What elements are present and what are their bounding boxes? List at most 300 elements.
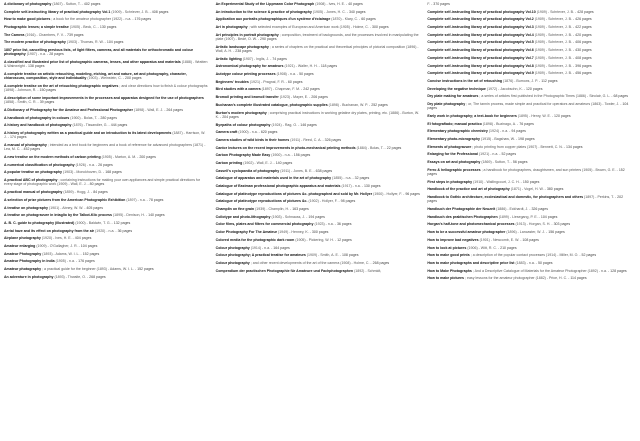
book-meta: (1921) - n.a. - [479,152,501,157]
book-entry [216,10,421,14]
book-meta: ; comprising practical instructions in working gelatine dry plates, printing, etc. (1886) - Burton, W. K. - [215,110,419,119]
book-meta: (1909) - Schriever, J. B. - [534,40,575,45]
book-meta: (1907) - Inglis, J. - [242,56,272,61]
book-page-count: 68 pages [613,94,629,99]
book-meta: (1939) - Champlin, H. - [255,207,292,212]
book-entry [427,276,632,280]
book-page-count: 456 pages [575,71,592,76]
book-page-count: 204 pages [222,114,239,119]
book-title-link[interactable]: Byepaths of colour photography [215,122,271,127]
book-meta: (1903) - Monckhoven, D. - [63,170,105,175]
book-meta: (1883) - n.a. - [515,260,537,265]
book-title-link[interactable]: Art principles in portrait photography [215,32,279,37]
book-entry [4,96,209,105]
book-title-link[interactable]: Artistic lighting [215,56,242,61]
book-page-count: 140 pages [148,213,165,218]
book-entry [427,160,632,164]
book-meta: (1888) - Wratten & Wainwright - [4,60,208,69]
book-entry [216,207,421,211]
book-entry [427,122,632,126]
book-entry [427,17,632,21]
book-meta: (1902) - Wall, E. J. - [243,160,275,165]
book-page-count: 444 pages [110,123,128,128]
book-entry [216,33,421,42]
book-meta: ; with selected examples of European and American work (1905) - Holme, C. - [248,25,372,30]
book-meta: (1905) - Beck, C. - [69,25,99,30]
book-title-link[interactable]: Elementary photographic chemistry [427,129,488,134]
book-meta: (1901) - Abney, W. W. - [49,205,86,210]
book-page-count: 40 pages [348,2,363,6]
book-page-count: 300 pages [372,25,389,30]
book-title-link[interactable]: Application aux portraits photographiques d'un système d'éclairage [215,17,331,22]
book-entry [216,17,421,21]
book-title-link[interactable]: Colour photography [215,245,250,250]
book-entry [4,33,209,37]
book-page-count: 120 pages [554,113,571,118]
book-entry [427,25,632,29]
book-title-link[interactable]: Cassell's cyclopaedia of photography [215,168,280,173]
book-entry [4,48,209,57]
book-entry [427,87,632,91]
book-meta: (1905) - n.a. - [55,259,78,264]
book-title-link[interactable]: How to make pictures [427,276,465,281]
book-page-count: 104 pages [80,243,98,248]
book-meta: F. - [427,2,433,6]
book-entry [4,143,209,152]
book-meta: (1876) - Tissandier, G. - [72,123,110,128]
book-page-count: 130 pages [363,184,381,189]
book-page-count: 452 pages [23,147,41,152]
book-entry [427,129,632,133]
book-title-link[interactable]: Carbon Photography Made Easy [215,153,271,158]
book-entry [216,176,421,180]
book-entry [427,152,632,156]
book-title-link[interactable]: Complete self-instructing library of practical photography Vol.7 [427,55,534,60]
book-title-link[interactable]: A. B. C. guide to photography (illustrated) [4,220,75,225]
book-title-link[interactable]: Cantor lectures on the recent improvements in photo-mechanical printing methods [215,145,356,150]
book-title-link[interactable]: A complete treatise on the art of retouching photographic negatives [4,84,119,89]
book-title-link[interactable]: Airplane photography [4,236,41,241]
book-entry [427,246,632,250]
book-page-count: 380 pages [546,187,564,192]
book-title-link[interactable]: Camera craft [215,130,238,135]
book-meta: (1896) - Lancaster, W. J. - [506,230,548,235]
book-meta: ; a handbook for photographers, draughtsmen, and sun printers (1905) - Brown, G. E. - [481,167,618,172]
book-title-link[interactable]: Handbook of the practice and art of photography [427,187,510,192]
book-meta: ; containing instructions for making your own appliances and simple practical directions for every stage of photographic work (1909) - Wall, E. J. - [4,178,201,187]
book-title-link[interactable]: A complete treatise on artistic retouching, modeling, etching, art and nature, art and photography, character, chiaroscuro, composition, style and individuality [4,72,187,81]
book-entry [4,221,209,225]
book-entry [216,215,421,219]
book-title-link[interactable]: Elements of photogravure [427,144,472,149]
book-page-count: 174 pages [9,135,27,140]
book-entry [216,146,421,150]
book-title-link[interactable]: Handbook to Gothic architecture, ecclesiastical and domestic, for photographers and others [427,195,584,200]
book-entry [4,236,209,240]
book-entry [216,64,421,68]
book-title-link[interactable]: How to improve bad negatives [427,237,479,242]
book-meta: (1900) - Bolas, T. - [70,115,100,120]
book-entry [4,190,209,194]
book-title-link[interactable]: How to make good prints [427,253,470,258]
book-title-link[interactable]: Early work in photography; a text-book for beginners [427,113,517,118]
book-meta: (1920) - Ives, H. E. - [41,236,74,241]
book-title-link[interactable]: Complete self-instructing library of practical photography Vol.2 [427,17,534,22]
book-title-link[interactable]: How to make photographs and descriptive price list [427,260,515,265]
book-title-link[interactable]: A dictionary of photography [4,2,52,6]
book-title-link[interactable]: Compendium der practischen Photographie für Amateure und Fachphotographen [215,268,354,273]
book-title-link[interactable]: A description of some important improvements in the processes and apparatus designed for the use of photographers [4,96,204,101]
book-meta: (1897) - n.a. - [126,197,148,202]
book-page-count: 112 pages [541,78,558,83]
book-title-link[interactable]: A popular treatise on photography [4,170,63,175]
book-entry [4,25,209,29]
book-page-count: 138 pages [27,64,45,69]
book-entry [216,269,421,273]
book-entry [216,2,421,6]
book-page-count: 426 pages [575,17,592,22]
book-meta: (1905) - Jones, H. C. - [312,9,348,14]
book-title-link[interactable]: Enlarging for the Professional [427,152,478,157]
book-entry [427,114,632,118]
book-page-count: 152 pages [137,267,154,271]
book-page-count: 50 pages [299,72,314,77]
book-meta: (1905) - Pickering, W. H. - [295,237,337,242]
book-title-link[interactable]: How to make good pictures [4,17,51,22]
book-title-link[interactable]: First steps in photography [427,179,473,184]
book-title-link[interactable]: Complete self-instructing library of practical photography Vol.1 [4,9,111,14]
book-entry [216,80,421,84]
book-entry [427,137,632,141]
book-page-count: 152 pages [427,167,625,177]
book-meta: (1886) - Eckhardt, J. - [496,207,531,212]
book-title-link[interactable]: Elementary photo-micrography [427,136,480,141]
book-title-link[interactable]: Ferro & heliographic processes [427,167,481,172]
book-title-link[interactable]: Astronomical photography for amateurs [215,64,284,69]
book-meta: (1898) - Buchanan, W. P. - [328,102,371,107]
book-title-link[interactable]: Bird studies with a camera [215,87,261,92]
book-title-link[interactable]: Colour photography; A practical treatise for amateurs [215,253,306,258]
book-page-count: 52 pages [581,253,597,258]
book-meta: (1876) - Burrows, J. P. - [503,78,541,83]
book-page-count: 620 pages [260,130,278,135]
book-meta: (1909) - Schriever, J. B. - [534,25,575,30]
book-page-count: 74 pages [272,56,287,61]
book-page-count: 340 pages [348,9,366,14]
book-title-link[interactable]: Carbon printing [215,160,243,165]
book-meta: ; a practical guide for the beginner (1893) - Adams, W. I. L. - [42,267,137,271]
book-title-link[interactable]: Handbuch der Photographie der Neuzeit [427,207,496,212]
book-page-count: 12 pages [337,237,352,242]
book-page-count: 96 pages [405,191,420,196]
book-title-link[interactable]: Catalogue of apparatus and materials used in the art of photography [215,176,332,181]
book-title-link[interactable]: A new treatise on the modern methods of carbon printing [4,155,101,160]
book-entry [4,170,209,174]
book-entry [427,40,632,44]
book-entry [4,244,209,248]
book-title-link[interactable]: Camera studies of wild birds in their homes [215,137,290,142]
book-meta: (1949) - Henney, K. - [278,230,311,235]
book-meta: ; And a Descriptive Catalogue of Materials for the Amateur Photographer (1892) - n.a. - [472,268,610,273]
book-meta: (1917) - n.a. - [341,184,363,189]
book-title-link[interactable]: How to look at pictures [427,245,467,250]
book-title-link[interactable]: A treatise on photography [4,205,49,210]
book-title-link[interactable]: Autotype colour printing processes [215,72,276,77]
book-title-link[interactable]: Complete self-instructing library of practical photography Vol.10 [427,9,536,14]
book-entry [216,246,421,250]
book-title-link[interactable]: An introduction to the science & practice of photography [215,9,312,14]
book-page-count: 152 pages [82,251,100,256]
book-entry [427,56,632,60]
book-title-link[interactable]: The Camera [4,32,25,37]
book-page-count: 264 pages [166,108,183,113]
book-entry [4,108,209,112]
book-entry [4,123,209,127]
book-meta: (1909) - Schriever, J. B. - [534,48,575,53]
book-title-link[interactable]: Horgan's half-tone and photomechanical processes [427,222,515,227]
book-entry [427,261,632,265]
book-page-count: 422 pages [575,25,592,30]
book-title-link[interactable]: Dry plate making for amateurs [427,94,479,99]
book-title-link[interactable]: El fotografiado; manual practico [427,121,482,126]
book-page-count: 60 pages [287,79,303,84]
book-entry [4,163,209,167]
book-entry [4,259,209,263]
book-entry [216,123,421,127]
book-meta: (1900) - Hollyer, F. - [373,191,405,196]
book-entry [216,72,421,76]
book-title-link[interactable]: An adventure in photography [4,274,54,279]
book-title-link[interactable]: A handbook of photography in colours [4,115,70,120]
book-meta: (1901) - Newcomb, E. W. - [479,237,522,242]
book-title-link[interactable]: Colored media for the photographic dark room [215,237,295,242]
book-meta: (1897) - Perkins, T. - [584,195,617,200]
book-title-link[interactable]: Burton's modern photography [215,110,267,115]
book-title-link[interactable]: Complete self-instructing library of practical photography Vol.6 [427,48,534,53]
book-title-link[interactable]: The modern practice of photography [4,40,66,45]
book-page-count: 52 pages [501,152,517,157]
book-entry [216,184,421,188]
book-meta: (1915) - Bagshaw, W. - [480,136,518,141]
book-title-link[interactable]: Photographic lenses; a simple treatise [4,25,69,30]
book-page-count: 300 pages [311,230,329,235]
book-title-link[interactable]: A Dictionary of Photography for the Amateur and Professional Photographer [4,108,134,113]
book-page-count: 76 pages [519,121,534,126]
book-title-link[interactable]: Color films, plates and filters for commercial photography [215,222,314,227]
book-entry [216,87,421,91]
book-title-link[interactable]: Bromoil printing and bromoil transfer [215,95,279,100]
book-meta: (1893) - Adams, W. I. L. - [42,251,82,256]
book-meta: (1916) - Chambers, F. V. - [25,32,66,37]
book-meta: (1898) - Buzinago, A. - [482,121,519,126]
book-meta: (1914) - n.a. - [250,245,273,250]
book-page-count: 130 pages [99,25,117,30]
book-meta: (1869) - Sutton, T. - [481,160,512,165]
book-meta: (1908) - Ives, H. E. - [315,2,348,6]
book-title-link[interactable]: Beginners' troubles [215,79,249,84]
book-page-count: 36 pages [117,228,133,233]
book-entry [216,192,421,196]
book-title-link[interactable]: Handbuch des praktischen Photographen [427,214,498,219]
book-meta: (1871) - Vogel, H. W. - [510,187,546,192]
book-page-count: 176 pages [78,259,95,264]
book-title-link[interactable]: Art in photography [215,25,248,30]
book-entry [427,215,632,219]
book-entry [216,261,421,265]
book-meta: (1923) - Mayer, E. - [279,95,311,100]
book-title-link[interactable]: Developing the negative technique [427,86,486,91]
book-meta: ; or, The tannin process, made simple and practical for operators and amateurs (1863) - Towler, J. - [466,101,622,106]
book-title-link[interactable]: Collotype and photo-lithography [215,214,271,219]
book-entry [427,79,632,83]
book-page-count: 252 pages [371,102,388,107]
book-entry [4,17,209,21]
book-meta: (1926) - n.a. - [75,162,98,167]
book-page-count: 94 pages [511,129,526,134]
book-page-count: 50 pages [537,260,553,265]
book-title-link[interactable]: Catalogue of platinotype reproductions of pictures &c. photographed and sold by Mr. Hollyer [215,191,373,196]
book-title-link[interactable]: A manual of photography [4,143,47,148]
book-entry [427,2,632,6]
book-title-link[interactable]: A practical manual of photography [4,190,63,195]
book-entry [4,213,209,217]
book-page-count: 140 pages [275,160,293,165]
book-page-count: 408 pages [575,55,592,60]
column-3 [425,2,637,441]
book-title-link[interactable]: A history and handbook of photography [4,123,72,128]
book-meta: (1906) - Witt, R. C. - [467,245,500,250]
book-entry [4,60,209,69]
book-title-link[interactable]: 1807 price list, cancelling previous lists, of light filters, cameras, and all materials for orthochromatic and colour photography [4,48,194,57]
book-meta: ; and other recent developments of the art of the camera (1908) - Holme, C. - [250,260,372,265]
book-title-link[interactable]: Complete self-instructing library of practical photography Vol.4 [427,32,534,37]
book-meta: ; a series of chapters on the practical and theoretical principles of pictorial composition (1896) - Wall, A. H. - [215,44,419,54]
book-page-count: 280 pages [100,115,117,120]
book-entry [4,131,209,140]
book-page-count: 104 pages [427,101,629,111]
book-title-link[interactable]: Complete self-instructing library of practical photography Vol.9 [427,71,534,76]
book-title-link[interactable]: Catalogue of Eastman professional photographic apparatus and materials [215,184,341,189]
book-page-count: 242 pages [303,87,320,92]
book-entry [427,238,632,242]
book-title-link[interactable]: Color Photography For The Amateur [215,230,278,235]
book-title-link[interactable]: Champlin on fine grain [215,207,255,212]
book-entry [427,48,632,52]
book-meta: (1884) - Bolas, T. - [356,145,386,150]
book-title-link[interactable]: Catalogue of platinotype reproductions of pictures &c. [215,199,308,204]
book-title-link[interactable]: Essays on art and photography [427,160,481,165]
book-meta: (1900) - Baldwin, T. G. - [75,220,113,225]
book-page-count: 202 pages [427,195,624,204]
book-page-count: 36 pages [336,222,352,227]
book-page-count: 118 pages [320,64,338,69]
book-title-link[interactable]: A practical ABC of photography [4,178,58,183]
book-meta: (1913) - Horgan, S. H. - [515,222,553,227]
book-page-count: 176 pages [134,17,152,22]
book-page-count: 370 pages [433,2,450,6]
book-entry [427,64,632,68]
book-title-link[interactable]: Amateur enlarging [4,243,36,248]
book-meta: (1924) - n.a. - [488,129,511,134]
book-page-count: 396 pages [575,63,592,68]
book-title-link[interactable]: A classified and illustrated price list of photographic cameras, lenses, and other apparatus and materials [4,60,181,65]
book-meta: (1923) - n.a. - [314,222,336,227]
book-entry [427,253,632,257]
book-entry [216,230,421,234]
book-meta: ; and clear directions how to finish & colour photographs (1898) - Johnson, R. - [4,84,208,93]
book-page-count: 104 pages [106,40,124,45]
book-title-link[interactable]: How to Make Photographs [427,268,472,273]
book-title-link[interactable]: Buchanan's complete illustrated catalogue, photographic supplies [215,102,328,107]
book-meta: (1895) - Henry, W. E. - [517,113,554,118]
book-meta: (1855) - n.a. - [332,176,354,181]
book-meta: (1909) - Schriever, J. B. - [534,17,575,22]
book-page-count: 268 pages [89,274,106,279]
book-page-count: 146 pages [300,122,317,127]
book-meta: (1972) - Jacobsohn, K. - [486,86,525,91]
book-meta: (1902) - Hollyer, F. - [308,199,340,204]
book-entry [216,95,421,99]
column-1 [4,2,214,441]
book-meta: (1920) - n.a. - [95,228,117,233]
book-entry [427,33,632,37]
book-page-count: 210 pages [500,245,517,250]
book-page-count: 60 pages [361,17,376,22]
book-title-link[interactable]: Dry plate photography [427,101,466,106]
book-entry [4,229,209,233]
book-entry [4,267,209,271]
book-page-count: 156 pages [293,153,311,158]
book-title-link[interactable]: A selection of prize pictures from the American Photographic Exhibition [4,197,126,202]
book-meta: (1903) - Weinstein, C. - [87,76,124,81]
book-title-link[interactable]: Complete self-instructing library of practical photography Vol.8 [427,63,534,68]
book-title-link[interactable]: A treatise on photogravure in intaglio by the Talbot-Klic process [4,213,112,218]
book-title-link[interactable]: Colour photography [215,260,250,265]
book-entry [216,222,421,226]
book-title-link[interactable]: Amateur photography [4,267,42,271]
book-meta: (1907) - n.a. - [26,52,49,57]
book-entry [216,57,421,61]
book-title-link[interactable]: Artistic landscape photography [215,44,269,49]
book-title-link[interactable]: A history of photography written as a practical guide and an introduction to its latest developments [4,131,172,136]
book-title-link[interactable]: How to be a successful amateur photographer [427,230,506,235]
book-meta: (1909) - Smith, A. E. - [306,253,341,258]
book-title-link[interactable]: Complete self-instructing library of practical photography Vol.5 [427,40,534,45]
book-page-count: 194 pages [308,214,325,219]
book-title-link[interactable]: Complete self-instructing library of practical photography Vol.3 [427,25,534,30]
book-page-count: 638 pages [315,168,333,173]
book-entry [427,187,632,191]
book-meta: (1892) - Schmidt, [354,268,382,273]
book-title-link[interactable]: An Experimental Study of the Lippmann Color Photograph [215,2,315,6]
book-title-link[interactable]: Concise instructions in the art of retouching [427,78,503,83]
book-page-count: 134 pages [565,144,583,149]
book-meta: (1909) - Schriever, J. B. - [534,55,575,60]
book-meta: (1921) - Waller, H. H. - [284,64,320,69]
book-title-link[interactable]: A numerical classification of photography [4,162,75,167]
book-meta: (1909) - Schriever, J. B. - [534,32,575,37]
book-page-count: 163 pages [292,207,309,212]
book-page-count: 168 pages [105,170,122,175]
book-page-count: 22 pages [386,145,402,150]
book-title-link[interactable]: Amateur Photography [4,251,42,256]
book-meta: (1909) - Schriever, J. B. - [534,63,575,68]
book-title-link[interactable]: Aerial haze and its effect on photography from the air [4,228,95,233]
book-title-link[interactable]: Amateur Photography in India [4,259,55,264]
book-page-count: 150 pages [522,179,540,184]
book-entry [427,145,632,149]
book-entry [427,168,632,177]
